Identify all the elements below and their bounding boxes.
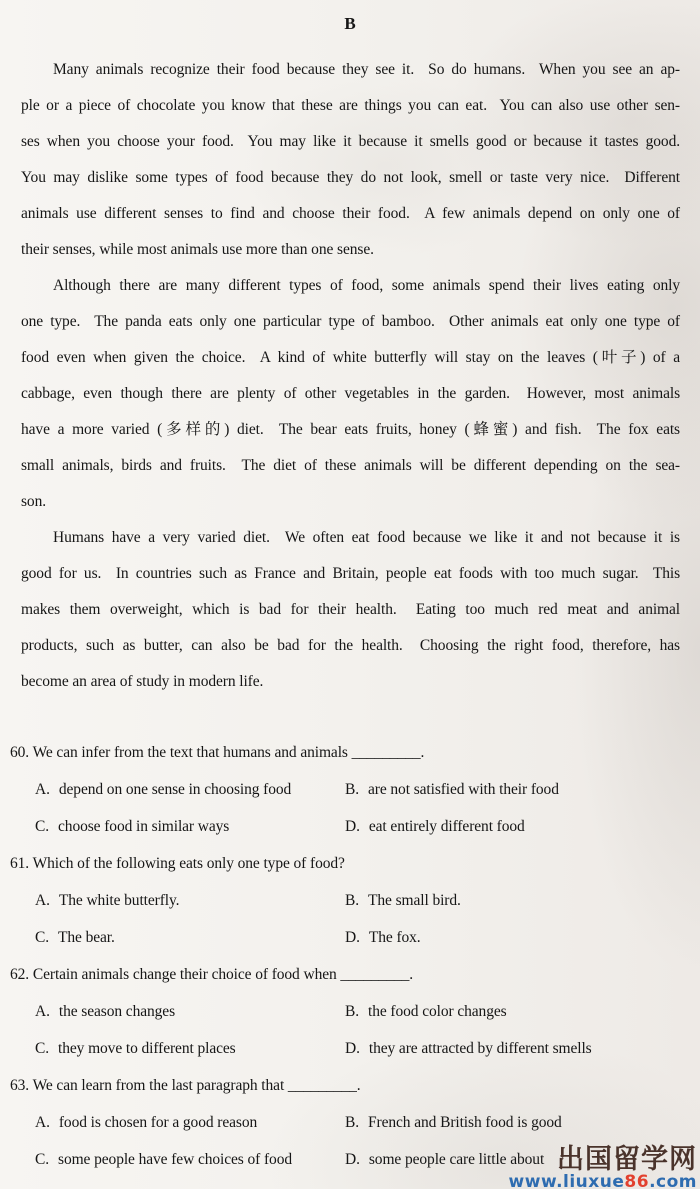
option-62-d [345, 1030, 700, 1067]
question-number: 63. [10, 1077, 30, 1094]
section-heading: B [344, 14, 356, 33]
options-grid [10, 771, 700, 845]
option-letter: C. [35, 818, 50, 835]
option-62-b [345, 993, 700, 1030]
passage-line: one type. The panda eats only one particular type of bamboo. Other animals eat only one type of [21, 313, 680, 330]
passage-line: small animals, birds and fruits. The diet of these animals will be different depending on the sea- [21, 457, 680, 474]
passage-line: products, such as butter, can also be bad for the health. Choosing the right food, therefore, has [21, 637, 680, 654]
option-letter: B. [345, 892, 360, 909]
option-text: The small bird. [368, 892, 461, 909]
option-60-c [35, 808, 345, 845]
question-text: We can learn from the last paragraph that _________. [32, 1077, 361, 1094]
option-63-b [345, 1104, 700, 1141]
question-stem [10, 1067, 700, 1104]
option-61-b [345, 882, 700, 919]
option-text: eat entirely different food [368, 818, 525, 835]
option-63-c [35, 1141, 345, 1178]
option-text: The white butterfly. [58, 892, 180, 909]
passage-line: ses when you choose your food. You may like it because it smells good or because it tastes good. [21, 133, 680, 150]
passage-line: food even when given the choice. A kind of white butterfly will stay on the leaves (叶子) of a [21, 349, 680, 366]
option-letter: C. [35, 1040, 50, 1057]
question-stem [10, 845, 700, 882]
option-text: the season changes [58, 1003, 176, 1020]
question-stem [10, 734, 700, 771]
question-number: 61. [10, 855, 30, 872]
option-60-b [345, 771, 700, 808]
option-text: are not satisfied with their food [368, 781, 559, 798]
watermark-url-prefix: www.liuxue [508, 1172, 625, 1189]
questions-section [0, 734, 700, 1178]
option-62-c [35, 1030, 345, 1067]
question-text: We can infer from the text that humans and animals _________. [32, 744, 425, 761]
question-61 [10, 845, 700, 956]
option-61-d [345, 919, 700, 956]
passage-line: Humans have a very varied diet. We often eat food because we like it and not because it is [53, 529, 680, 546]
watermark-url [509, 1174, 697, 1189]
question-text: Which of the following eats only one type of food? [32, 855, 345, 872]
watermark-url-suffix: .com [649, 1172, 697, 1189]
option-letter: C. [35, 929, 50, 946]
option-letter: B. [345, 1003, 360, 1020]
passage-line: become an area of study in modern life. [21, 673, 264, 690]
options-grid [10, 993, 700, 1067]
option-letter: D. [345, 929, 360, 946]
paragraph-3 [21, 520, 680, 700]
option-62-a [35, 993, 345, 1030]
option-text: they are attracted by different smells [368, 1040, 592, 1057]
paragraph-2 [21, 268, 680, 520]
option-63-a [35, 1104, 345, 1141]
option-letter: A. [35, 781, 50, 798]
passage-line: have a more varied (多样的) diet. The bear eats fruits, honey (蜂蜜) and fish. The fox eats [21, 421, 680, 438]
option-61-a [35, 882, 345, 919]
reading-passage [21, 52, 680, 700]
option-letter: C. [35, 1151, 50, 1168]
passage-line: animals use different senses to find and choose their food. A few animals depend on only one of [21, 205, 680, 222]
option-text: the food color changes [368, 1003, 507, 1020]
passage-line: cabbage, even though there are plenty of other vegetables in the garden. However, most animals [21, 385, 680, 402]
watermark-url-number: 86 [624, 1172, 650, 1189]
option-letter: B. [345, 781, 360, 798]
option-letter: D. [345, 818, 360, 835]
option-text: French and British food is good [368, 1114, 562, 1131]
question-number: 62. [10, 966, 30, 983]
passage-line: You may dislike some types of food because they do not look, smell or taste very nice. Different [21, 169, 680, 186]
option-text: some people have few choices of food [58, 1151, 292, 1168]
question-stem [10, 956, 700, 993]
option-letter: D. [345, 1040, 360, 1057]
question-text: Certain animals change their choice of food when _________. [32, 966, 414, 983]
question-62 [10, 956, 700, 1067]
question-60 [10, 734, 700, 845]
option-text: depend on one sense in choosing food [58, 781, 292, 798]
passage-line: their senses, while most animals use more than one sense. [21, 241, 374, 258]
watermark [508, 1143, 697, 1189]
option-text: The fox. [368, 929, 421, 946]
option-text: choose food in similar ways [58, 818, 230, 835]
option-text: food is chosen for a good reason [58, 1114, 258, 1131]
passage-line: good for us. In countries such as France and Britain, people eat foods with too much sugar. This [21, 565, 680, 582]
option-text: they move to different places [58, 1040, 236, 1057]
question-number: 60. [10, 744, 30, 761]
option-text: some people care little about [368, 1151, 545, 1168]
option-letter: B. [345, 1114, 360, 1131]
passage-line: ple or a piece of chocolate you know that these are things you can eat. You can also use other sen- [21, 97, 680, 114]
option-60-a [35, 771, 345, 808]
option-61-c [35, 919, 345, 956]
options-grid [10, 882, 700, 956]
paragraph-1 [21, 52, 680, 268]
option-letter: A. [35, 1114, 50, 1131]
option-60-d [345, 808, 700, 845]
passage-line: makes them overweight, which is bad for their health. Eating too much red meat and animal [21, 601, 680, 618]
option-letter: D. [345, 1151, 360, 1168]
option-text: The bear. [58, 929, 115, 946]
passage-line: Many animals recognize their food because they see it. So do humans. When you see an ap- [53, 61, 680, 78]
passage-line: son. [21, 493, 47, 510]
watermark-brand-text: 出国留学网 [557, 1143, 697, 1175]
option-letter: A. [35, 1003, 50, 1020]
passage-line: Although there are many different types of food, some animals spend their lives eating only [53, 277, 680, 294]
option-letter: A. [35, 892, 50, 909]
